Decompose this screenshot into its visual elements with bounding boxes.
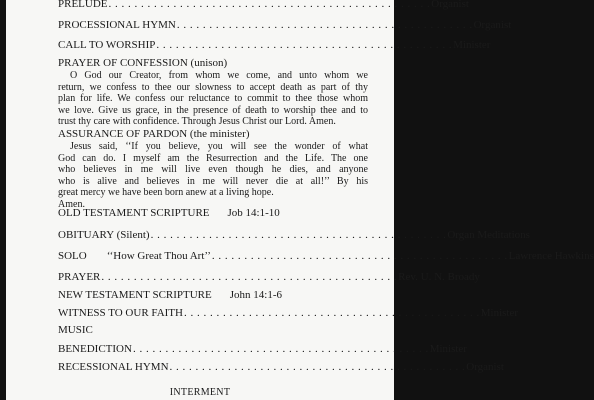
confession-heading: PRAYER OF CONFESSION (unison) — [58, 57, 228, 69]
ot-scripture-label: OLD TESTAMENT SCRIPTURE — [58, 207, 210, 219]
prelude-role: Organist — [431, 0, 469, 10]
dot-leader: . . . . . . . . . . . . . . . . . . . . . . . . . . . . . . . . . . . . . . . . . . . . . . — [183, 307, 480, 319]
prelude-label: PRELUDE — [58, 0, 108, 10]
solo-title: ‘‘How Great Thou Art’’ — [106, 250, 211, 262]
pardon-line: who believes in me will live even though he dies, and anyone — [58, 164, 368, 176]
solo-line — [58, 250, 594, 263]
solo-label: SOLO — [58, 250, 87, 262]
witness-label: WITNESS TO OUR FAITH — [58, 307, 183, 319]
ot-scripture-ref: Job 14:1-10 — [227, 207, 280, 219]
call-role: Minister — [453, 39, 491, 51]
benediction-role: Minister — [429, 343, 467, 355]
confession-line: O God our Creator, from whom we come, and unto whom we — [70, 70, 368, 81]
dot-leader: . . . . . . . . . . . . . . . . . . . . . . . . . . . . . . . . . . . . . . . . . . . . . . — [176, 19, 473, 31]
call-label: CALL TO WORSHIP — [58, 39, 156, 51]
confession-line: return, we confess to thee our slowness to accept death as part of thy — [58, 81, 368, 93]
benediction-label: BENEDICTION — [58, 343, 132, 355]
confession-text — [58, 70, 368, 128]
solo-role: Lawrence Hawkins — [508, 250, 594, 262]
confession-line: trust thy care with confidence. Through Jesus Christ our Lord. Amen. — [58, 116, 336, 128]
witness-role: Minister — [480, 307, 519, 319]
program-page — [6, 0, 594, 400]
processional-line — [58, 19, 512, 32]
processional-label: PROCESSIONAL HYMN — [58, 19, 176, 31]
ot-scripture-line — [58, 207, 280, 220]
nt-scripture-line — [58, 289, 282, 302]
pardon-text — [58, 141, 368, 211]
interment-label: INTERMENT — [169, 387, 231, 398]
obituary-role: Organ Meditations — [447, 229, 530, 241]
dot-leader: . . . . . . . . . . . . . . . . . . . . . . . . . . . . . . . . . . . . . . . . . . . . . . — [132, 343, 429, 355]
prayer-role: Rev. U. N. Broady — [398, 271, 480, 283]
confession-line: we love. Give us grace, in the presence of death to worship thee and to — [58, 104, 368, 116]
pardon-line: great mercy we have been born anew at a living hope. — [58, 187, 274, 199]
nt-scripture-label: NEW TESTAMENT SCRIPTURE — [58, 289, 212, 301]
dot-leader: . . . . . . . . . . . . . . . . . . . . . . . . . . . . . . . . . . . . . . . . . . . . . . — [211, 250, 508, 262]
nt-scripture-ref: John 14:1-6 — [229, 289, 282, 301]
recessional-role: Organist — [466, 361, 504, 373]
prayer-line — [58, 271, 480, 284]
processional-role: Organist — [473, 19, 512, 31]
pardon-line: who is alive and believes in me will never die at all!’’ By his — [58, 175, 368, 187]
pardon-line: Jesus said, ‘‘If you believe, you will see the wonder of what — [70, 141, 368, 152]
dot-leader: . . . . . . . . . . . . . . . . . . . . . . . . . . . . . . . . . . . . . . . . . . . . . . . . . . — [108, 0, 431, 10]
obituary-label: OBITUARY (Silent) — [58, 229, 150, 241]
confession-line: plan for life. We confess our reluctance to commit to thee those whom — [58, 93, 368, 105]
benediction-line — [58, 343, 467, 356]
dot-leader: . . . . . . . . . . . . . . . . . . . . . . . . . . . . . . . . . . . . . . . . . . . . . . — [156, 39, 453, 51]
pardon-line: Amen. — [58, 198, 85, 210]
dot-leader: . . . . . . . . . . . . . . . . . . . . . . . . . . . . . . . . . . . . . . . . . . . . . . — [101, 271, 398, 283]
recessional-label: RECESSIONAL HYMN — [58, 361, 169, 373]
prayer-label: PRAYER — [58, 271, 101, 283]
prelude-line — [58, 0, 469, 11]
dot-leader: . . . . . . . . . . . . . . . . . . . . . . . . . . . . . . . . . . . . . . . . . . . . . . — [150, 229, 447, 241]
pardon-heading: ASSURANCE OF PARDON (the minister) — [58, 128, 250, 140]
pardon-line: God can do. I myself am the Resurrection and the Life. The one — [58, 152, 368, 164]
obituary-line — [58, 229, 530, 242]
music-label: MUSIC — [58, 324, 93, 336]
call-line — [58, 39, 491, 52]
witness-line — [58, 307, 519, 320]
recessional-line — [58, 361, 504, 374]
dot-leader: . . . . . . . . . . . . . . . . . . . . . . . . . . . . . . . . . . . . . . . . . . . . . . — [169, 361, 466, 373]
